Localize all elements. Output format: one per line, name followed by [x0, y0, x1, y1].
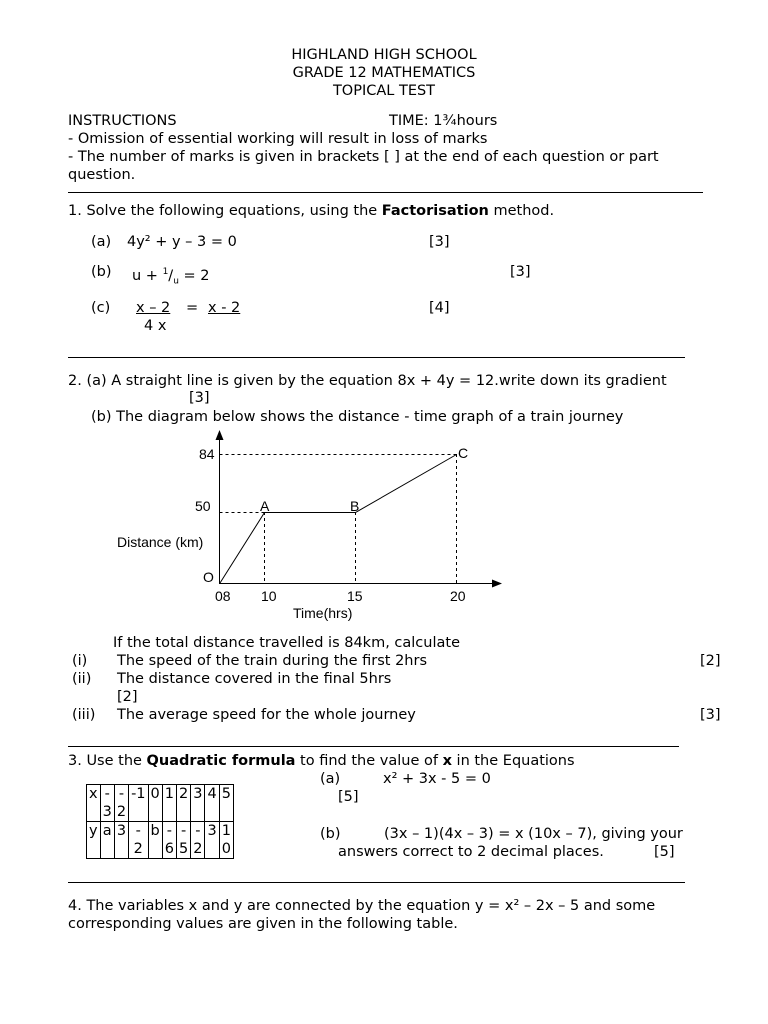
point-c-label: C [458, 445, 469, 461]
q2b-text: (b) The diagram below shows the distance - time graph of a train journey [91, 409, 624, 425]
q3a-label: (a) [320, 771, 341, 787]
x-tick-08: 08 [215, 588, 231, 604]
table-cell: 4 [205, 785, 219, 822]
divider [68, 882, 685, 883]
q3b-line2: answers correct to 2 decimal places. [338, 844, 604, 860]
table-cell: - 2 [129, 822, 148, 859]
test-title: TOPICAL TEST [332, 83, 436, 99]
point-b-label: B [350, 498, 360, 514]
school-name: HIGHLAND HIGH SCHOOL [291, 47, 477, 63]
q2i-marks: [2] [700, 653, 721, 669]
q2ii-marks: [2] [117, 689, 138, 705]
x-axis-label: Time(hrs) [293, 605, 353, 621]
divider [68, 746, 679, 747]
table-cell: 3 [114, 822, 128, 859]
q1c-denominator: 4 x [144, 318, 167, 334]
q1b-marks: [3] [510, 264, 531, 280]
q1c-numerator: x – 2 [136, 300, 171, 316]
point-a-label: A [260, 498, 270, 514]
q2a-text: 2. (a) A straight line is given by the equation 8x + 4y = 12.write down its gradient [68, 373, 667, 389]
instruction-line-1: - Omission of essential working will result in loss of marks [68, 131, 488, 147]
y-axis-label: Distance (km) [117, 534, 204, 550]
grade-title: GRADE 12 MATHEMATICS [292, 65, 476, 81]
table-cell: x [87, 785, 101, 822]
table-cell: a [100, 822, 114, 859]
y-axis-arrow [216, 430, 224, 440]
x-tick-20: 20 [450, 588, 466, 604]
origin-label: O [203, 569, 214, 585]
table-cell: 0 [148, 785, 162, 822]
q1c-equals: = [186, 300, 199, 316]
q1b-equation: $u + ^1/_u = 2$ [132, 267, 210, 287]
q1c-marks: [4] [429, 300, 450, 316]
time-allowed: TIME: 1¾hours [389, 113, 498, 129]
q3b-equation: (3x – 1)(4x – 3) = x (10x – 7), giving your [384, 826, 683, 842]
q2ii-label: (ii) [72, 671, 92, 687]
values-table [86, 784, 234, 859]
table-cell: y [87, 822, 101, 859]
table-cell: 2 [177, 785, 191, 822]
q1c-rhs: x - 2 [208, 300, 241, 316]
q1a-marks: [3] [429, 234, 450, 250]
table-cell: 1 [162, 785, 176, 822]
q3a-equation: x² + 3x - 5 = 0 [383, 771, 491, 787]
y-tick-84: 84 [199, 446, 215, 462]
table-row-x [87, 785, 234, 822]
q2i-label: (i) [72, 653, 88, 669]
q3b-marks: [5] [654, 844, 675, 860]
q2i-text: The speed of the train during the first 2hrs [117, 653, 428, 669]
table-cell: - 6 [162, 822, 176, 859]
x-tick-10: 10 [261, 588, 277, 604]
q1b-label: (b) [91, 264, 112, 280]
table-cell: 5 [219, 785, 233, 822]
table-cell: 1 0 [219, 822, 233, 859]
divider [68, 192, 703, 193]
y-tick-50: 50 [195, 498, 211, 514]
table-cell: b [148, 822, 162, 859]
q1a-equation: 4y² + y – 3 = 0 [127, 234, 237, 250]
q2-calc-intro: If the total distance travelled is 84km, calculate [113, 635, 460, 651]
q3a-marks: [5] [338, 789, 359, 805]
q1-intro: 1. Solve the following equations, using the Factorisation method. [68, 203, 555, 219]
x-axis-arrow [492, 580, 502, 588]
table-cell: - 3 [100, 785, 114, 822]
q2iii-marks: [3] [700, 707, 721, 723]
journey-line [220, 455, 457, 584]
instruction-line-2: - The number of marks is given in brackets [ ] at the end of each question or part [68, 149, 659, 165]
q4-line-1: 4. The variables x and y are connected by the equation y = x² – 2x – 5 and some [68, 898, 656, 914]
q4-line-2: corresponding values are given in the following table. [68, 916, 458, 932]
q2iii-label: (iii) [72, 707, 96, 723]
table-cell: - 2 [191, 822, 205, 859]
table-cell: 3 [191, 785, 205, 822]
q2iii-text: The average speed for the whole journey [117, 707, 416, 723]
q2a-marks: [3] [189, 390, 210, 406]
table-row-y [87, 822, 234, 859]
q1a-label: (a) [91, 234, 112, 250]
table-cell: -1 [129, 785, 148, 822]
q2ii-text: The distance covered in the final 5hrs [117, 671, 392, 687]
table-cell: - 5 [177, 822, 191, 859]
q3b-label: (b) [320, 826, 341, 842]
instruction-line-3: question. [68, 167, 136, 183]
divider [68, 357, 685, 358]
q3-intro: 3. Use the Quadratic formula to find the value of x in the Equations [68, 753, 575, 769]
instructions-label: INSTRUCTIONS [68, 113, 177, 129]
x-tick-15: 15 [347, 588, 363, 604]
q1c-label: (c) [91, 300, 111, 316]
table-cell: - 2 [114, 785, 128, 822]
table-cell: 3 [205, 822, 219, 859]
